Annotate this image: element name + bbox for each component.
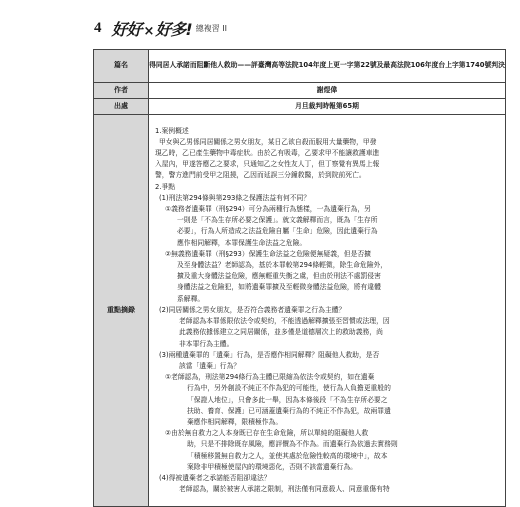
excerpt-line: (1)刑法第294條與第293條之保護法益有何不同？ [159, 193, 311, 202]
logo-x-mark: × [143, 23, 154, 39]
excerpt-line: ②由於無自救力之人本身既已存在生命危險，所以單純的阻礙他人救 [165, 429, 369, 438]
excerpt-line: (2)同居關係之男女朋友，是否符合義務者遺棄罪之行為主體？ [159, 305, 346, 314]
excerpt-line: 此義務依據係建立之同居關係，並多僅是道德層次上的救助義務，尚 [179, 328, 383, 337]
excerpt-line: 案除非甲積極使屋內的環境惡化，否則不該當遺棄行為。 [187, 462, 357, 471]
excerpt-label: 重點摘錄 [94, 115, 149, 507]
excerpt-line: 警，警方進門前受甲之阻撓，乙因而延誤三分鐘救醫，於到院前死亡。 [155, 171, 366, 180]
excerpt-line: 現乙時，乙已產生藥物中毒症狀。由於乙有吸毒，乙要求甲不能讓救護車進 [155, 149, 380, 158]
table-row-excerpt [94, 115, 506, 507]
excerpt-content [149, 115, 506, 507]
source-label: 出處 [94, 99, 149, 115]
excerpt-line: 「保證人地位」，只會多此一舉，因為本條後段「不為生存所必要之 [187, 395, 388, 404]
title-value: 得同居人承諾而阻斷他人救助——評臺灣高等法院104年度上更一字第22號及最高法院106年度台上字第1740號判決 [149, 50, 506, 83]
excerpt-line: 必要」，行為人所造成之法益危險自屬「生命」危險，因此遺棄行為 [177, 227, 378, 236]
excerpt-line: 棄應作相同解釋，限積極作為。 [187, 417, 283, 426]
article-summary-table [93, 49, 506, 507]
table-row-source [94, 99, 506, 115]
excerpt-line: 非本罪行為主體。 [179, 339, 234, 348]
author-value: 謝煜偉 [149, 83, 506, 99]
excerpt-line: 扶助、養育、保護」已可涵蓋遺棄行為的不純正不作為犯，故兩罪遺 [187, 406, 391, 415]
excerpt-line: 及至身體法益？老師認為，基於本罪較第294條輕微，除生命危險外， [177, 261, 388, 270]
logo-right-text: 好多! [155, 19, 192, 39]
brand-logo [112, 17, 192, 40]
excerpt-line: 入屋內，甲遂答應乙之要求，只通知乙之女性友人丁，但丁察覺有異馬上報 [155, 160, 380, 169]
excerpt-line: 行為中，另外創設不純正不作為犯的可能性，使行為人負擔更重般的 [187, 384, 391, 393]
excerpt-line: ①老師認為，刑法第294條行為主體已限縮為依法令或契約，如在遺棄 [165, 373, 375, 382]
excerpt-line: 助，只是不排除既存風險，應評價為不作為。而遺棄行為依過去實務則 [187, 440, 398, 449]
excerpt-line: 甲女與乙男係同居關係之男女朋友，某日乙欲自殺而服用大量藥物，甲發 [159, 137, 377, 146]
excerpt-line: 系解釋。 [177, 294, 205, 303]
excerpt-line: 應作相同解釋，本罪保護生命法益之危險。 [177, 238, 307, 247]
excerpt-lines [149, 126, 505, 496]
page-number: 4 [94, 19, 102, 36]
excerpt-line: 「積極移置無自救力之人，並使其處於危險性較高的環境中」，故本 [187, 451, 388, 460]
excerpt-line: 一則是「不為生存所必要之保護」。就文義解釋而言，既為「生存所 [177, 216, 378, 225]
excerpt-line: 擴及重大身體法益危險，應無輕重失衡之虞，但由於刑法不處罰侵害 [177, 272, 381, 281]
excerpt-line: ①義務者遺棄罪（刑§294）可分為兩種行為態樣，一為遺棄行為，另 [165, 205, 371, 214]
excerpt-line: (3)兩種遺棄罪的「遺棄」行為，是否應作相同解釋？阻礙他人救助，是否 [159, 350, 380, 359]
excerpt-line: 2.爭點 [155, 182, 176, 191]
table-row-title [94, 50, 506, 83]
source-value: 月旦裁判時報第65期 [149, 99, 506, 115]
excerpt-line: ②無義務遺棄罪（刑§293）保護生命法益之危險便無疑義，但是否擴 [165, 249, 371, 258]
excerpt-line: 1.案例概述 [155, 126, 189, 135]
table-row-author [94, 83, 506, 99]
author-label: 作者 [94, 83, 149, 99]
excerpt-line: 老師認為，關於被害人承諾之限制，刑法僅有同意殺人、同意重傷有特 [179, 485, 390, 494]
excerpt-line: 老師認為本罪係限依法令或契約，不能透過解釋擴張至習慣或法理，因 [179, 317, 390, 326]
excerpt-line: 該當「遺棄」行為？ [179, 361, 241, 370]
excerpt-line: 身體法益之危險犯，如將遺棄罪擴及至輕微身體法益危險，將有違體 [177, 283, 381, 292]
logo-left-text: 好好 [111, 19, 142, 39]
title-label: 篇名 [94, 50, 149, 83]
excerpt-line: (4)得被遺棄者之承諾能否阻卻違法？ [159, 473, 271, 482]
page-header [94, 14, 227, 42]
series-title: 總複習 II [195, 23, 227, 33]
